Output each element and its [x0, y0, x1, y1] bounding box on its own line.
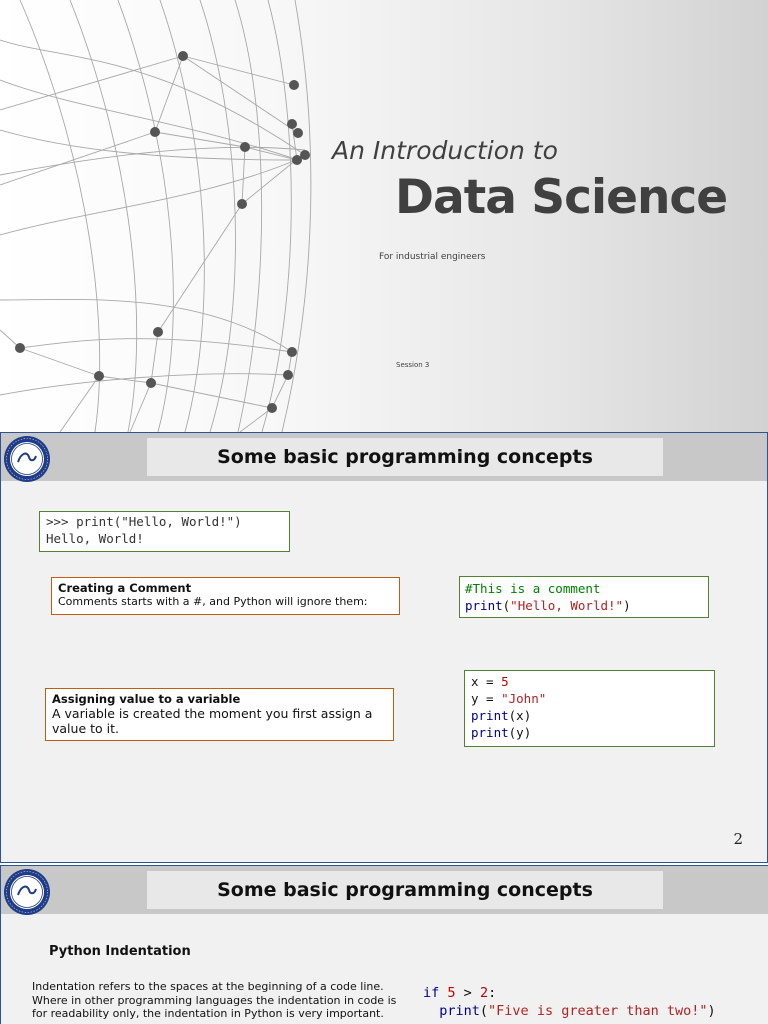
- code-line: >>> print("Hello, World!"): [46, 514, 242, 529]
- string-literal: "Five is greater than two!": [488, 1003, 708, 1019]
- variable-info-box: [45, 688, 394, 741]
- indent-space: [423, 1003, 439, 1019]
- comment-info-box: [51, 577, 400, 615]
- university-seal-logo: [3, 435, 51, 483]
- print-arg: (x): [508, 708, 532, 723]
- network-globe-graphic: [0, 0, 320, 432]
- print-keyword: print: [465, 598, 503, 613]
- y-assign: y =: [471, 691, 502, 706]
- print-keyword: print: [471, 725, 509, 740]
- paren-close: ): [707, 1003, 716, 1019]
- university-seal-logo: [3, 868, 51, 916]
- number-literal: 2: [479, 985, 489, 1001]
- code-output: Hello, World!: [46, 530, 144, 546]
- colon: :: [488, 985, 497, 1001]
- section-body-text: Indentation refers to the spaces at the beginning of a code line. Where in other programming languages the indentation in code is for readability only, the indentation in Python is very important.: [32, 980, 397, 1020]
- session-label: Session 3: [396, 361, 430, 369]
- page-number: 2: [733, 830, 743, 848]
- comment-code-box: [459, 576, 709, 618]
- comment-code-line: #This is a comment: [465, 581, 601, 596]
- presentation-title: Data Science: [395, 170, 728, 225]
- slide-basic-concepts-2: [0, 865, 768, 1024]
- operator: >: [455, 985, 480, 1001]
- variable-code-box: [464, 670, 715, 747]
- intro-text: An Introduction to: [332, 136, 558, 165]
- hello-world-code-box: [39, 511, 290, 552]
- comment-heading: Creating a Comment: [58, 581, 192, 595]
- slide-title: Some basic programming concepts: [147, 438, 663, 476]
- paren-close: ): [623, 598, 631, 613]
- number-literal: 5: [447, 985, 456, 1001]
- string-literal: "John": [501, 691, 547, 706]
- print-arg: (y): [508, 725, 532, 740]
- x-assign: x =: [471, 674, 502, 689]
- paren-open: (: [479, 1003, 489, 1019]
- section-heading: Python Indentation: [49, 944, 191, 959]
- string-literal: "Hello, World!": [510, 598, 624, 613]
- print-keyword: print: [439, 1003, 480, 1019]
- variable-heading: Assigning value to a variable: [52, 692, 241, 706]
- comment-description: Comments starts with a #, and Python will ignore them:: [58, 595, 368, 608]
- print-keyword: print: [471, 708, 509, 723]
- slide-basic-concepts-1: [0, 432, 768, 863]
- indentation-code-block: [423, 984, 716, 1020]
- number-literal: 5: [501, 674, 509, 689]
- paren-open: (: [502, 598, 511, 613]
- slide-title: Some basic programming concepts: [147, 871, 663, 909]
- presentation-subtitle: For industrial engineers: [379, 252, 486, 262]
- variable-description: A variable is created the moment you first assign a value to it.: [52, 706, 373, 736]
- if-keyword: if: [423, 985, 440, 1001]
- title-slide: [0, 0, 768, 432]
